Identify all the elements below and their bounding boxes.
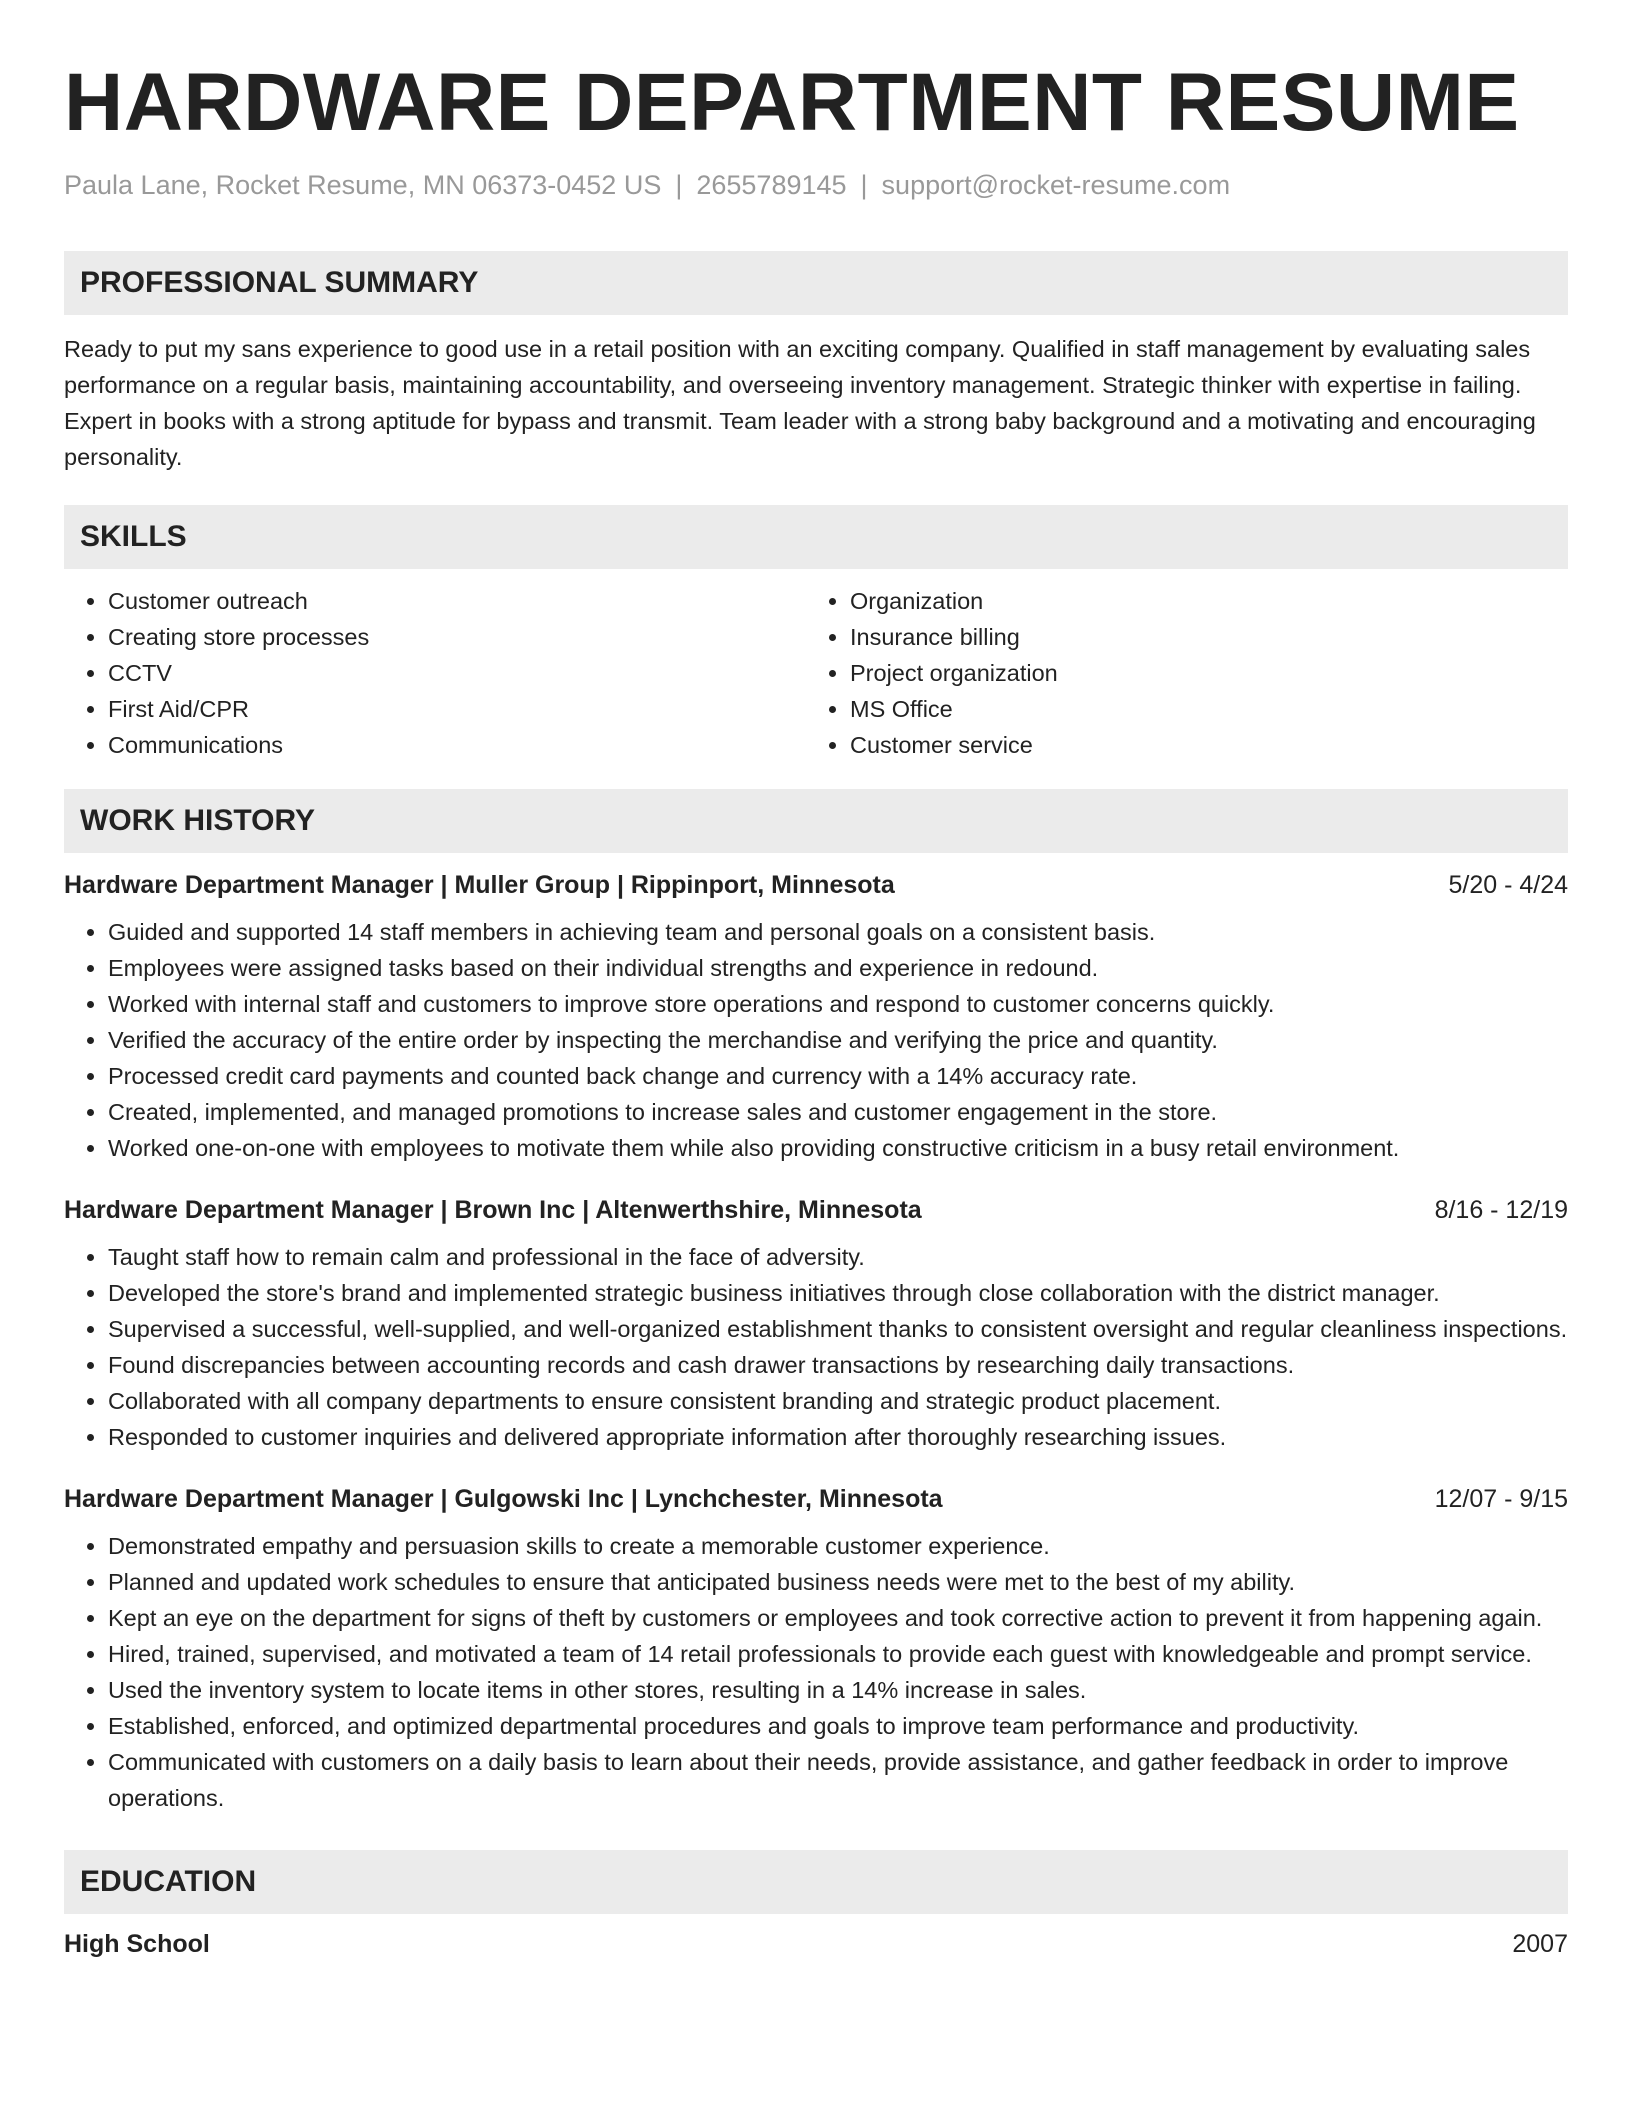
contact-line <box>64 170 1568 201</box>
contact-separator: | <box>675 170 683 201</box>
job-bullet: • Planned and updated work schedules to ensure that anticipated business needs were met to the best of my ability. <box>108 1564 1568 1600</box>
job-bullet: • Collaborated with all company departments to ensure consistent branding and strategic product placement. <box>108 1383 1568 1419</box>
job-bullet: • Developed the store's brand and implemented strategic business initiatives through close collaboration with the district manager. <box>108 1275 1568 1311</box>
skills-column-right <box>806 583 1548 763</box>
job-bullet: • Verified the accuracy of the entire order by inspecting the merchandise and verifying the price and quantity. <box>108 1022 1568 1058</box>
skill-item: • Organization <box>850 583 1548 619</box>
skill-item: • Communications <box>108 727 806 763</box>
job-bullet: • Supervised a successful, well-supplied, and well-organized establishment thanks to consistent oversight and regular cleanliness inspections. <box>108 1311 1568 1347</box>
skills-heading: SKILLS <box>64 505 1568 569</box>
summary-heading: PROFESSIONAL SUMMARY <box>64 251 1568 315</box>
resume-title: HARDWARE DEPARTMENT RESUME <box>64 57 1520 148</box>
job-bullet: • Hired, trained, supervised, and motivated a team of 14 retail professionals to provide each guest with knowledgeable and prompt service. <box>108 1636 1568 1672</box>
education-heading: EDUCATION <box>64 1850 1568 1914</box>
job-dates: 12/07 - 9/15 <box>1434 1485 1568 1514</box>
job-bullet: • Created, implemented, and managed promotions to increase sales and customer engagement in the store. <box>108 1094 1568 1130</box>
job-title: Hardware Department Manager | Brown Inc | Altenwerthshire, Minnesota <box>64 1196 922 1225</box>
job-bullet: • Worked one-on-one with employees to motivate them while also providing constructive criticism in a busy retail environment. <box>108 1130 1568 1166</box>
skill-item: • MS Office <box>850 691 1548 727</box>
education-year: 2007 <box>1512 1930 1568 1959</box>
job-bullets <box>64 1239 1568 1455</box>
job-header <box>64 871 1568 900</box>
job-entry <box>64 1196 1568 1455</box>
contact-separator: | <box>860 170 868 201</box>
contact-address: Paula Lane, Rocket Resume, MN 06373-0452 US <box>64 170 662 201</box>
job-title: Hardware Department Manager | Gulgowski Inc | Lynchchester, Minnesota <box>64 1485 943 1514</box>
job-bullet: • Responded to customer inquiries and delivered appropriate information after thoroughly researching issues. <box>108 1419 1568 1455</box>
education-school: High School <box>64 1930 210 1959</box>
skill-item: • Creating store processes <box>108 619 806 655</box>
job-dates: 8/16 - 12/19 <box>1434 1196 1568 1225</box>
contact-phone: 2655789145 <box>696 170 847 201</box>
job-bullet: • Established, enforced, and optimized departmental procedures and goals to improve team performance and productivity. <box>108 1708 1568 1744</box>
job-bullet: • Employees were assigned tasks based on their individual strengths and experience in redound. <box>108 950 1568 986</box>
job-entry <box>64 1485 1568 1816</box>
job-header <box>64 1196 1568 1225</box>
skill-item: • Project organization <box>850 655 1548 691</box>
job-dates: 5/20 - 4/24 <box>1448 871 1568 900</box>
job-bullet: • Processed credit card payments and counted back change and currency with a 14% accuracy rate. <box>108 1058 1568 1094</box>
job-title: Hardware Department Manager | Muller Group | Rippinport, Minnesota <box>64 871 895 900</box>
job-bullet: • Found discrepancies between accounting records and cash drawer transactions by researching daily transactions. <box>108 1347 1568 1383</box>
job-bullet: • Kept an eye on the department for signs of theft by customers or employees and took corrective action to prevent it from happening again. <box>108 1600 1568 1636</box>
job-bullet: • Communicated with customers on a daily basis to learn about their needs, provide assistance, and gather feedback in order to improve operations. <box>108 1744 1568 1816</box>
job-entry <box>64 871 1568 1166</box>
job-bullets <box>64 914 1568 1166</box>
skill-item: • Customer outreach <box>108 583 806 619</box>
job-header <box>64 1485 1568 1514</box>
job-bullets <box>64 1528 1568 1816</box>
work-history-heading: WORK HISTORY <box>64 789 1568 853</box>
contact-email: support@rocket-resume.com <box>881 170 1231 201</box>
job-bullet: • Demonstrated empathy and persuasion skills to create a memorable customer experience. <box>108 1528 1568 1564</box>
skill-item: • Customer service <box>850 727 1548 763</box>
job-bullet: • Used the inventory system to locate items in other stores, resulting in a 14% increase in sales. <box>108 1672 1568 1708</box>
summary-text: Ready to put my sans experience to good use in a retail position with an exciting company. Qualified in staff management by evaluating sales performance on a regular basis, maintaining accountability, and overseeing inventory management. Strategic thinker with expertise in failing. Expert in books with a strong aptitude for bypass and transmit. Team leader with a strong baby background and a motivating and encouraging personality. <box>64 336 1536 471</box>
skill-item: • Insurance billing <box>850 619 1548 655</box>
job-bullet: • Worked with internal staff and customers to improve store operations and respond to customer concerns quickly. <box>108 986 1568 1022</box>
education-entry <box>64 1930 1568 1959</box>
skill-item: • First Aid/CPR <box>108 691 806 727</box>
resume-page <box>64 0 1568 1959</box>
skill-item: • CCTV <box>108 655 806 691</box>
skills-list <box>64 583 1568 763</box>
skills-column-left <box>64 583 806 763</box>
job-bullet: • Taught staff how to remain calm and professional in the face of adversity. <box>108 1239 1568 1275</box>
job-bullet: • Guided and supported 14 staff members in achieving team and personal goals on a consistent basis. <box>108 914 1568 950</box>
